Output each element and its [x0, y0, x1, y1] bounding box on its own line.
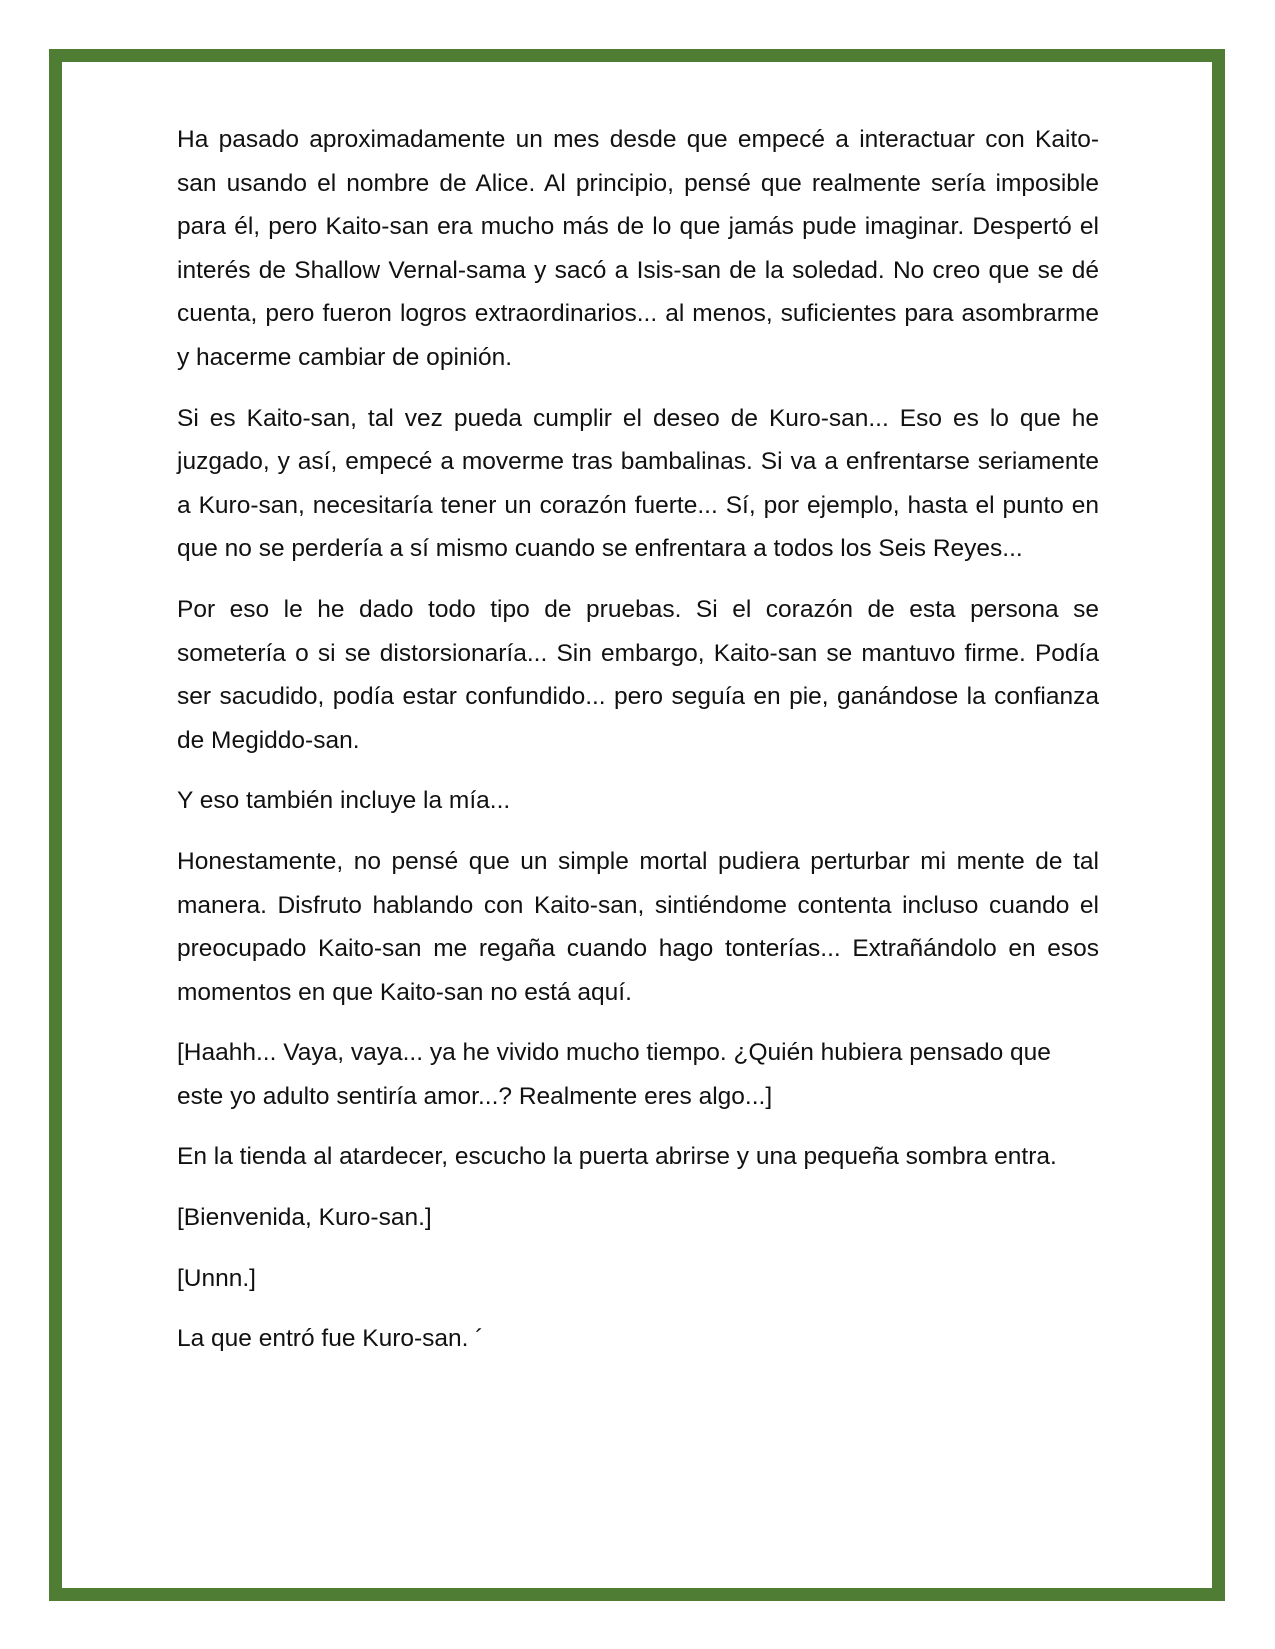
paragraph-4: Y eso también incluye la mía... — [177, 787, 511, 815]
paragraph-3: Por eso le he dado todo tipo de pruebas. Si el corazón de esta persona se sometería o si se distorsionaría... Sin embargo, Kaito-san se mantuvo firme. Podía ser sacudido, podía estar confundido... pero seguía en pie, ganándose la confianza de Megiddo-san. — [177, 595, 1099, 754]
paragraph-9: [Unnn.] — [177, 1264, 256, 1292]
paragraph-2: Si es Kaito-san, tal vez pueda cumplir el deseo de Kuro-san... Eso es lo que he juzgado, y así, empecé a moverme tras bambalinas. Si va a enfrentarse seriamente a Kuro-san, necesitaría tener un corazón fuerte... Sí, por ejemplo, hasta el punto en que no se perdería a sí mismo cuando se enfrentara a todos los Seis Reyes... — [177, 404, 1099, 563]
paragraph-8: [Bienvenida, Kuro-san.] — [177, 1204, 432, 1232]
paragraph-7: En la tienda al atardecer, escucho la puerta abrirse y una pequeña sombra entra. — [177, 1143, 1057, 1171]
paragraph-6: [Haahh... Vaya, vaya... ya he vivido mucho tiempo. ¿Quién hubiera pensado que este yo adulto sentiría amor...? Realmente eres algo...] — [177, 1039, 1051, 1110]
paragraph-1: Ha pasado aproximadamente un mes desde que empecé a interactuar con Kaito-san usando el nombre de Alice. Al principio, pensé que realmente sería imposible para él, pero Kaito-san era mucho más de lo que jamás pude imaginar. Despertó el interés de Shallow Vernal-sama y sacó a Isis-san de la soledad. No creo que se dé cuenta, pero fueron logros extraordinarios... al menos, suficientes para asombrarme y hacerme cambiar de opinión. — [177, 126, 1099, 371]
paragraph-10: La que entró fue Kuro-san. ´ — [177, 1325, 484, 1353]
document-body — [177, 118, 1099, 1378]
paragraph-5: Honestamente, no pensé que un simple mortal pudiera perturbar mi mente de tal manera. Disfruto hablando con Kaito-san, sintiéndome contenta incluso cuando el preocupado Kaito-san me regaña cuando hago tonterías... Extrañándolo en esos momentos en que Kaito-san no está aquí. — [177, 847, 1099, 1006]
